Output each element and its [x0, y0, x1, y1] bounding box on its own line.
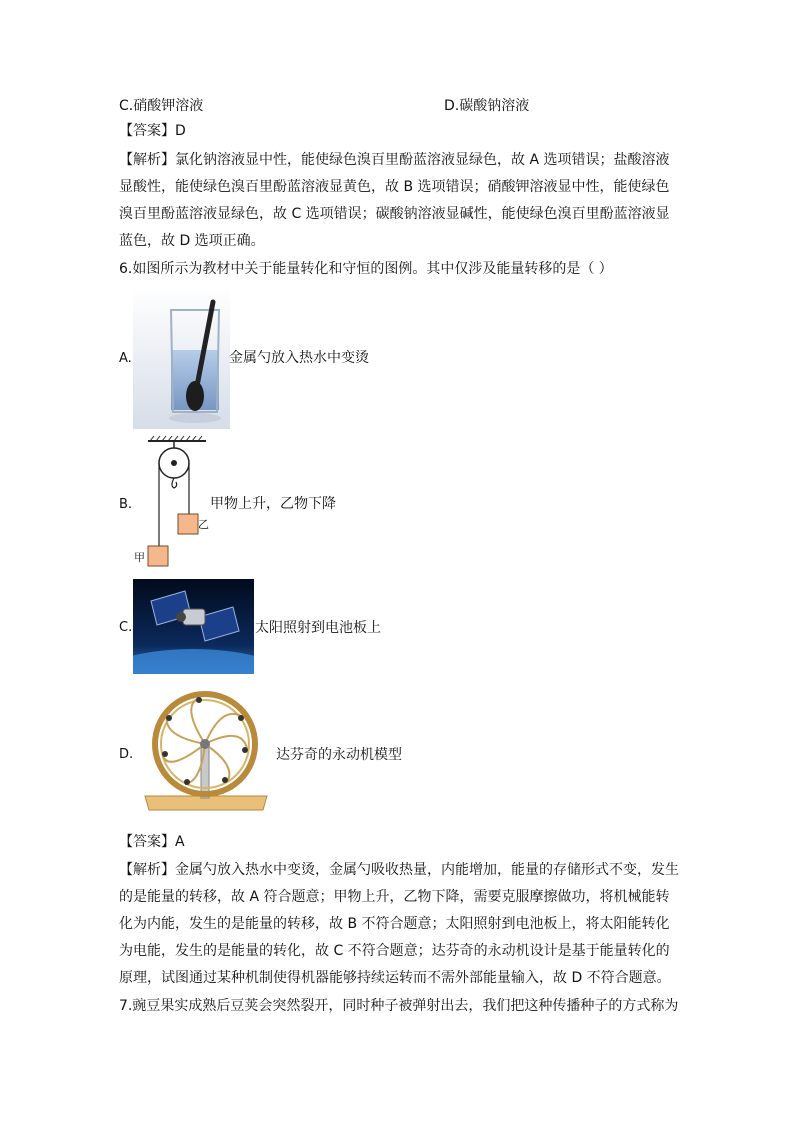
option-b-label: B.	[119, 497, 133, 512]
satellite-solar-panel-image	[133, 579, 254, 674]
option-b-caption: 甲物上升，乙物下降	[210, 496, 336, 512]
option-c-caption: 太阳照射到电池板上	[255, 620, 381, 636]
option-a-label: A.	[119, 351, 132, 366]
block-a-tag: 甲	[134, 551, 145, 564]
answer-6: 【答案】A	[119, 834, 185, 850]
analysis-6-line-3: 化为内能，发生的是能量的转移，故 B 不符合题意；太阳照射到电池板上，将太阳能转化	[119, 916, 670, 932]
glass-spoon-image	[133, 288, 230, 429]
option-c-label: C.	[119, 620, 133, 635]
option-d-caption: 达芬奇的永动机模型	[276, 747, 402, 763]
option-a-caption: 金属勺放入热水中变烫	[229, 350, 369, 366]
option-d-prev: D.碳酸钠溶液	[444, 98, 530, 114]
analysis-prev-line-2: 显酸性，能使绿色溴百里酚蓝溶液显黄色，故 B 选项错误；硝酸钾溶液显中性，能使绿色	[119, 179, 670, 195]
analysis-6-line-4: 为电能，发生的是能量的转化，故 C 不符合题意；达芬奇的永动机设计是基于能量转化的	[119, 943, 670, 959]
analysis-prev-line-4: 蓝色，故 D 选项正确。	[119, 233, 265, 249]
analysis-prev-line-1: 【解析】氯化钠溶液显中性，能使绿色溴百里酚蓝溶液显绿色，故 A 选项错误；盐酸溶液	[119, 152, 670, 168]
answer-prev: 【答案】D	[119, 123, 186, 139]
analysis-6-line-5: 原理，试图通过某种机制使得机器能够持续运转而不需外部能量输入，故 D 不符合题意。	[119, 970, 671, 986]
analysis-6-line-2: 的是能量的转移，故 A 符合题意；甲物上升，乙物下降，需要克服摩擦做功，将机械能转	[119, 889, 670, 905]
question-7-stem: 7.豌豆果实成熟后豆荚会突然裂开，同时种子被弹射出去，我们把这种传播种子的方式称为	[119, 998, 679, 1014]
option-d-label: D.	[119, 747, 134, 762]
analysis-prev-line-3: 溴百里酚蓝溶液显绿色，故 C 选项错误；碳酸钠溶液显碱性，能使绿色溴百里酚蓝溶液显	[119, 206, 670, 222]
option-c-prev: C.硝酸钾溶液	[119, 98, 204, 114]
analysis-6-line-1: 【解析】金属勺放入热水中变烫，金属勺吸收热量，内能增加，能量的存储形式不变，发生	[119, 862, 679, 878]
question-6-stem: 6.如图所示为教材中关于能量转化和守恒的图例。其中仅涉及能量转移的是（ ）	[119, 261, 613, 277]
perpetual-motion-wheel-image	[141, 686, 271, 814]
block-b-tag: 乙	[198, 518, 209, 531]
